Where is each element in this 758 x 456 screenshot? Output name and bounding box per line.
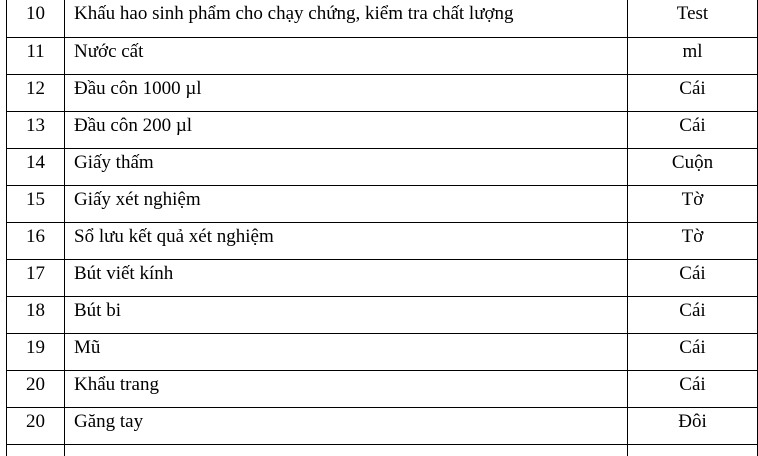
table-row bbox=[7, 296, 758, 333]
item-unit: Cái bbox=[628, 333, 758, 370]
item-name: Khấu hao sinh phẩm cho chạy chứng, kiểm tra chất lượng bbox=[65, 0, 628, 37]
item-name: Găng tay bbox=[65, 407, 628, 444]
item-unit: Cái bbox=[628, 74, 758, 111]
item-unit: Đôi bbox=[628, 407, 758, 444]
row-number: 20 bbox=[7, 407, 65, 444]
item-name: Giấy thấm bbox=[65, 148, 628, 185]
table-row bbox=[7, 148, 758, 185]
row-number: 16 bbox=[7, 222, 65, 259]
item-unit: Tờ bbox=[628, 185, 758, 222]
table-row bbox=[7, 185, 758, 222]
table-row bbox=[7, 333, 758, 370]
item-unit: Cuộn bbox=[628, 148, 758, 185]
item-unit: Cái bbox=[628, 296, 758, 333]
row-number: 18 bbox=[7, 296, 65, 333]
item-name: Đầu côn 200 µl bbox=[65, 111, 628, 148]
item-unit: Tờ bbox=[628, 222, 758, 259]
item-name: Giấy xét nghiệm bbox=[65, 185, 628, 222]
item-unit: ml bbox=[628, 37, 758, 74]
item-name-empty bbox=[65, 444, 628, 456]
row-number: 10 bbox=[7, 0, 65, 37]
table-row bbox=[7, 407, 758, 444]
row-number: 14 bbox=[7, 148, 65, 185]
item-name: Đầu côn 1000 µl bbox=[65, 74, 628, 111]
row-number: 15 bbox=[7, 185, 65, 222]
item-unit-empty bbox=[628, 444, 758, 456]
row-number: 17 bbox=[7, 259, 65, 296]
table-row-partial bbox=[7, 444, 758, 456]
item-unit: Test bbox=[628, 0, 758, 37]
row-number-empty bbox=[7, 444, 65, 456]
item-unit: Cái bbox=[628, 370, 758, 407]
table-row bbox=[7, 74, 758, 111]
row-number: 13 bbox=[7, 111, 65, 148]
row-number: 19 bbox=[7, 333, 65, 370]
row-number: 20 bbox=[7, 370, 65, 407]
table-row bbox=[7, 0, 758, 37]
supplies-table bbox=[6, 0, 758, 456]
item-name: Nước cất bbox=[65, 37, 628, 74]
table-row bbox=[7, 111, 758, 148]
item-name: Khẩu trang bbox=[65, 370, 628, 407]
item-unit: Cái bbox=[628, 259, 758, 296]
item-name: Mũ bbox=[65, 333, 628, 370]
item-name: Sổ lưu kết quả xét nghiệm bbox=[65, 222, 628, 259]
table-row bbox=[7, 370, 758, 407]
row-number: 11 bbox=[7, 37, 65, 74]
item-name: Bút bi bbox=[65, 296, 628, 333]
item-unit: Cái bbox=[628, 111, 758, 148]
row-number: 12 bbox=[7, 74, 65, 111]
item-name: Bút viết kính bbox=[65, 259, 628, 296]
table-row bbox=[7, 37, 758, 74]
table-row bbox=[7, 259, 758, 296]
table-row bbox=[7, 222, 758, 259]
